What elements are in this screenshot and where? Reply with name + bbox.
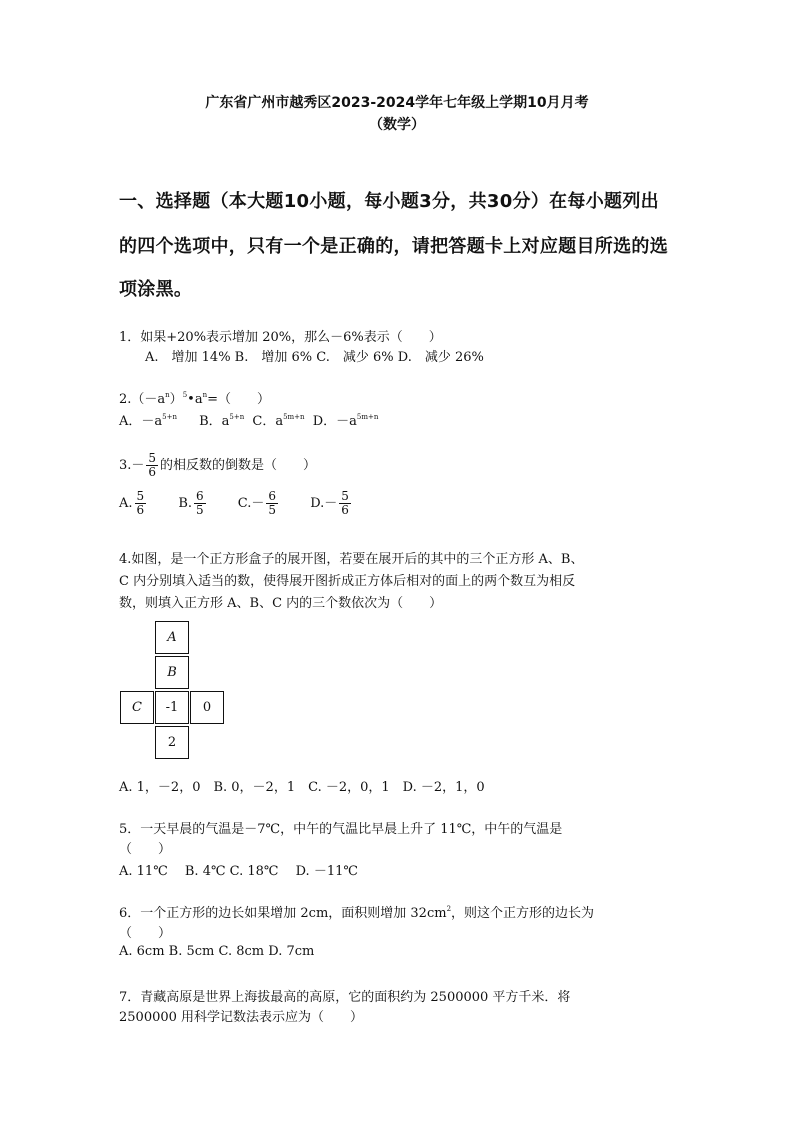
- document-subtitle: （数学）: [369, 117, 425, 133]
- question-6-options: A. 6cm B. 5cm C. 8cm D. 7cm: [119, 944, 315, 959]
- net-cell-two: 2: [155, 726, 189, 759]
- question-6-line2: （ ）: [119, 926, 172, 941]
- option-b: B. $\frac{6}{5}$: [178, 489, 204, 517]
- net-cell-c: C: [120, 691, 154, 724]
- question-4-options: A. 1，－2，0 B. 0，－2，1 C. －2，0，1 D. －2，1，0: [119, 780, 485, 795]
- question-7-line1: 7．青藏高原是世界上海拔最高的高原，它的面积约为 2500000 平方千米．将: [119, 990, 571, 1005]
- question-4-line3: 数，则填入正方形 A、B、C 内的三个数依次为（ ）: [119, 596, 443, 611]
- section-heading-line1: 一、选择题（本大题10小题，每小题3分，共30分）在每小题列出: [119, 191, 659, 212]
- option-c: C.－ $\frac{6}{5}$: [237, 489, 277, 517]
- net-cell-a: A: [155, 621, 189, 654]
- question-6-line1: 6．一个正方形的边长如果增加 2cm，面积则增加 $32cm^2$，则这个正方形的边长为: [119, 905, 595, 921]
- option-a: A. $\frac{5}{6}$: [119, 489, 145, 517]
- option-d: D.－ $\frac{5}{6}$: [310, 489, 349, 517]
- document-title: 广东省广州市越秀区2023-2024学年七年级上学期10月月考: [205, 95, 589, 111]
- question-1-options: A. 增加 14% B. 增加 6% C. 减少 6% D. 减少 26%: [145, 350, 484, 365]
- question-3-options: [119, 490, 353, 517]
- question-1-stem: 1．如果+20%表示增加 20%，那么－6%表示（ ）: [119, 330, 442, 345]
- question-3-stem: 3.－ $\frac{5}{6}$ 的相反数的倒数是（ ）: [119, 451, 317, 479]
- net-cell-zero: 0: [190, 691, 224, 724]
- section-heading-line2: 的四个选项中，只有一个是正确的，请把答题卡上对应题目所选的选: [119, 236, 668, 257]
- section-heading-line3: 项涂黑。: [119, 279, 193, 300]
- net-cell-b: B: [155, 656, 189, 689]
- question-2-stem: $2.(-a^n)^5•a^n=$（ ）: [119, 391, 270, 407]
- question-5-line2: （ ）: [119, 842, 172, 857]
- question-5-options: A. 11℃ B. 4℃ C. 18℃ D. －11℃: [119, 864, 358, 879]
- fraction: $\frac{5}{6}$: [148, 451, 157, 479]
- net-cell-minus-one: -1: [155, 691, 189, 724]
- question-4-line1: 4.如图，是一个正方形盒子的展开图，若要在展开后的其中的三个正方形 A、B、: [119, 552, 584, 567]
- question-4-line2: C 内分别填入适当的数，使得展开图折成正方体后相对的面上的两个数互为相反: [119, 574, 576, 589]
- question-7-line2: 2500000 用科学记数法表示应为（ ）: [119, 1010, 364, 1025]
- option-c: C．$a^{5m+n}$: [252, 413, 305, 429]
- question-5-line1: 5．一天早晨的气温是－7℃，中午的气温比早晨上升了 11℃，中午的气温是: [119, 822, 563, 837]
- option-a: A．$-a^{5+n}$: [119, 413, 177, 429]
- option-d: D．$-a^{5m+n}$: [312, 413, 379, 429]
- option-b: B．$a^{5+n}$: [199, 413, 245, 429]
- question-2-options: [119, 410, 378, 429]
